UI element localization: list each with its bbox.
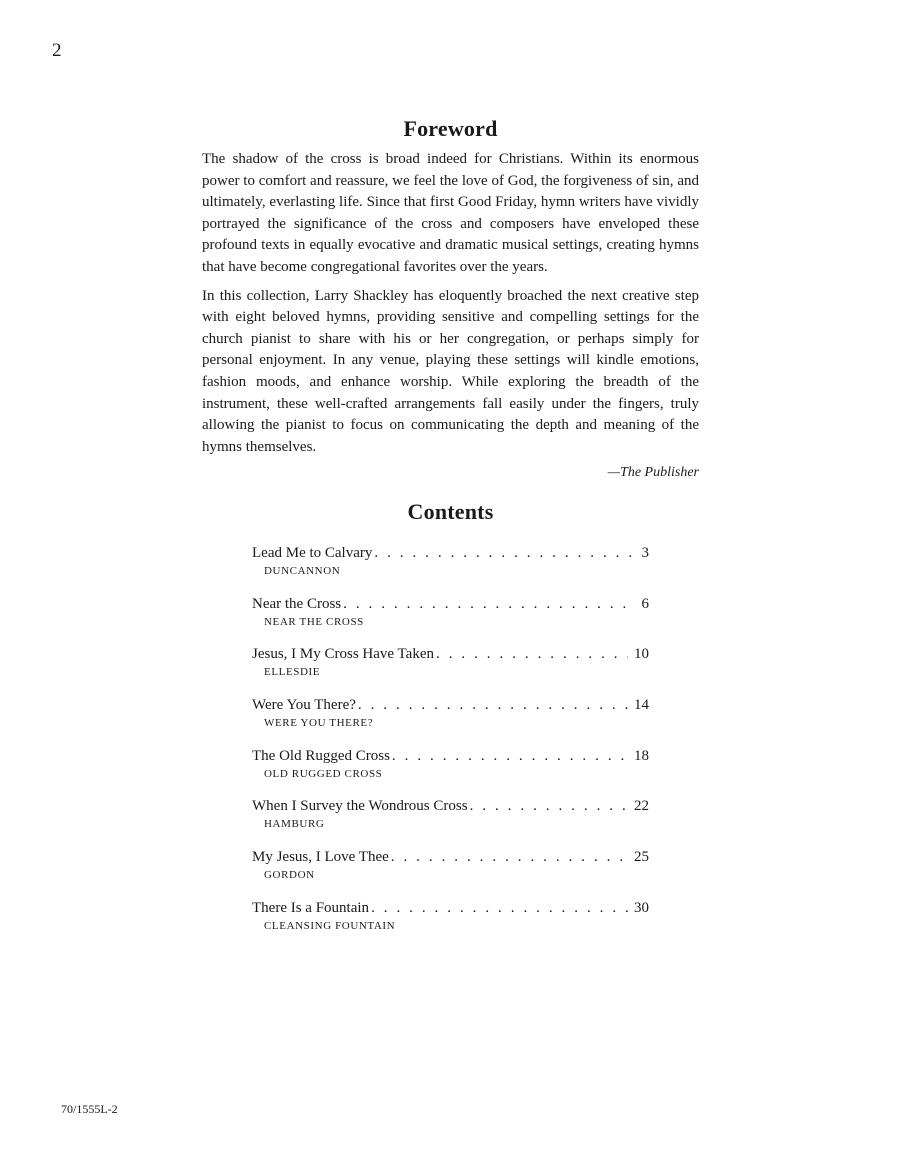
toc-entry-tune: OLD RUGGED CROSS (264, 767, 383, 780)
toc-leader-dots (371, 898, 628, 918)
foreword-paragraph: In this collection, Larry Shackley has eloquently broached the next creative step with eight beloved hymns, providing sensitive and compelling settings for the church pianist to share with his or her congregation, or perhaps simply for personal enjoyment. In any venue, playing these settings will kindle emotions, fashion moods, and enhance worship. While exploring the breadth of the instrument, these well-crafted arrangements fall easily under the fingers, truly allowing the pianist to focus on communicating the depth and meaning of the hymns themselves. (202, 287, 699, 455)
toc-entry-title: When I Survey the Wondrous Cross (252, 798, 468, 815)
toc-entry-title: Jesus, I My Cross Have Taken (252, 646, 434, 663)
toc-leader-dots (391, 847, 628, 867)
toc-entry-title: The Old Rugged Cross (252, 747, 390, 764)
foreword-paragraph: The shadow of the cross is broad indeed for Christians. Within its enormous power to comfort and reassure, we feel the love of God, the forgiveness of sin, and ultimately, everlasting life. Since that first Good Friday, hymn writers have vividly portrayed the significance of the cross and composers have enveloped these profound texts in equally evocative and dramatic musical settings, creating hymns that have become congregational favorites over the years. (202, 151, 699, 275)
toc-leader-dots (392, 746, 628, 766)
toc-entry-page: 25 (634, 849, 649, 866)
toc-leader-dots (374, 543, 635, 563)
toc-entry (252, 796, 649, 847)
toc-entry-tune: HAMBURG (264, 818, 325, 831)
toc-entry-tune: GORDON (264, 869, 315, 882)
table-of-contents (252, 543, 649, 949)
toc-entry (252, 543, 649, 594)
contents-heading: Contents (407, 499, 494, 524)
toc-entry-page: 3 (641, 545, 649, 561)
toc-entry-tune: CLEANSING FOUNTAIN (264, 919, 396, 932)
toc-entry-title: There Is a Fountain (252, 899, 370, 916)
toc-entry-tune: WERE YOU THERE? (264, 717, 374, 730)
toc-entry (252, 746, 649, 797)
toc-leader-dots (436, 644, 628, 664)
page-number: 2 (52, 40, 62, 61)
toc-entry-page: 6 (641, 595, 649, 612)
toc-leader-dots (343, 594, 635, 614)
toc-entry-page: 22 (634, 798, 649, 815)
toc-entry (252, 695, 649, 746)
toc-entry (252, 898, 649, 949)
toc-entry-page: 30 (634, 899, 649, 916)
toc-entry-title: My Jesus, I Love Thee (252, 849, 389, 866)
toc-entry-tune: DUNCANNON (264, 565, 341, 577)
toc-entry-tune: ELLESDIE (264, 666, 321, 679)
toc-leader-dots (358, 695, 628, 715)
toc-entry-page: 10 (634, 646, 649, 663)
toc-entry-tune: NEAR THE CROSS (264, 615, 364, 628)
toc-entry-page: 14 (634, 697, 649, 714)
catalog-number: 70/1555L-2 (61, 1102, 118, 1116)
toc-entry-page: 18 (634, 747, 649, 764)
foreword-attribution: —The Publisher (607, 465, 699, 481)
foreword-section (202, 116, 699, 481)
foreword-heading: Foreword (403, 116, 498, 141)
toc-entry (252, 847, 649, 898)
toc-entry (252, 594, 649, 645)
toc-entry-title: Were You There? (252, 697, 356, 714)
toc-entry (252, 644, 649, 695)
toc-entry-title: Lead Me to Calvary (252, 545, 373, 561)
toc-leader-dots (470, 796, 628, 816)
toc-entry-title: Near the Cross (252, 595, 342, 612)
